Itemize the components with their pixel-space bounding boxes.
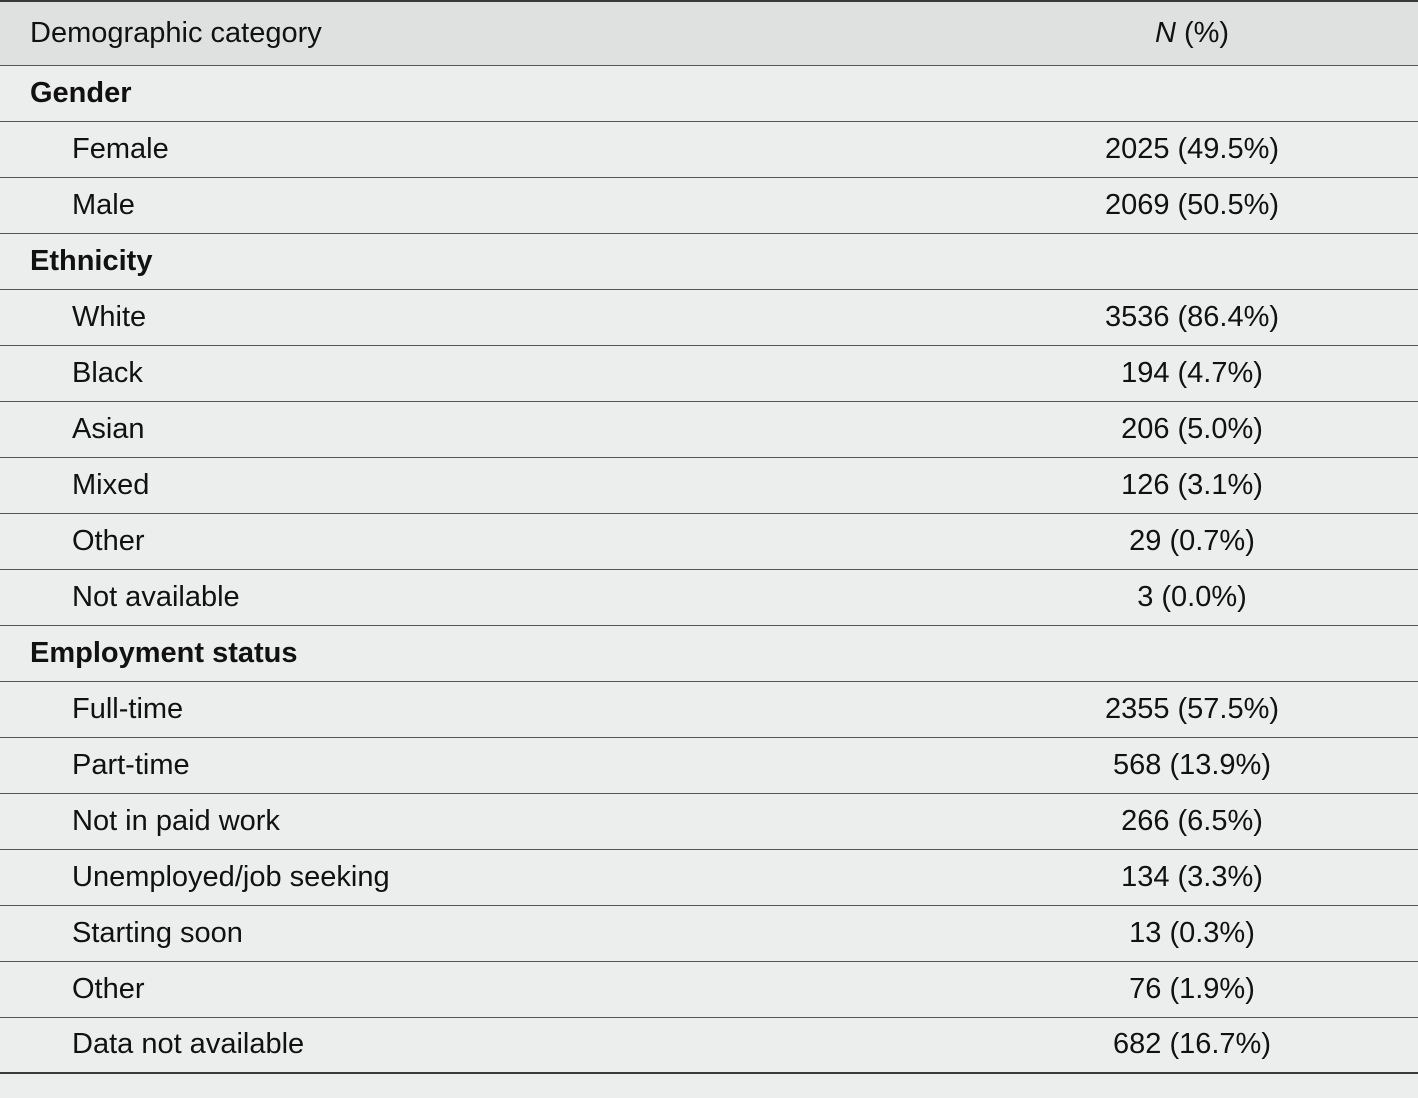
table-row [0,401,1418,457]
row-label: Other [0,513,868,569]
table-row [0,569,1418,625]
row-label: Data not available [0,1017,868,1073]
row-value: 13 (0.3%) [868,905,1418,961]
row-label: Black [0,345,868,401]
table-row [0,737,1418,793]
row-value: 3 (0.0%) [868,569,1418,625]
table-row [0,121,1418,177]
row-label: Mixed [0,457,868,513]
section-title: Gender [0,65,868,121]
row-label: Starting soon [0,905,868,961]
row-value: 3536 (86.4%) [868,289,1418,345]
row-label: Not in paid work [0,793,868,849]
row-label: Unemployed/job seeking [0,849,868,905]
table-header-row [0,1,1418,65]
section-row-employment-status [0,625,1418,681]
section-row-gender [0,65,1418,121]
table-row [0,177,1418,233]
row-value: 194 (4.7%) [868,345,1418,401]
table-row [0,905,1418,961]
table-row [0,849,1418,905]
table-row [0,345,1418,401]
header-n: N [1154,16,1176,49]
row-label: Female [0,121,868,177]
table-row [0,961,1418,1017]
row-value: 568 (13.9%) [868,737,1418,793]
row-label: White [0,289,868,345]
row-value: 134 (3.3%) [868,849,1418,905]
table-row [0,457,1418,513]
row-value: 29 (0.7%) [868,513,1418,569]
row-value: 76 (1.9%) [868,961,1418,1017]
row-label: Asian [0,401,868,457]
row-label: Full-time [0,681,868,737]
row-value: 206 (5.0%) [868,401,1418,457]
row-value: 2355 (57.5%) [868,681,1418,737]
row-value: 126 (3.1%) [868,457,1418,513]
header-value [868,1,1418,65]
row-label: Not available [0,569,868,625]
row-value: 2069 (50.5%) [868,177,1418,233]
row-label: Male [0,177,868,233]
table-row [0,793,1418,849]
row-value: 266 (6.5%) [868,793,1418,849]
row-value: 682 (16.7%) [868,1017,1418,1073]
table-row [0,1017,1418,1073]
header-category: Demographic category [0,1,868,65]
section-title: Ethnicity [0,233,868,289]
section-title: Employment status [0,625,868,681]
header-percent: (%) [1175,16,1230,49]
table-row [0,513,1418,569]
table-row [0,289,1418,345]
row-label: Part-time [0,737,868,793]
section-row-ethnicity [0,233,1418,289]
table-row [0,681,1418,737]
row-label: Other [0,961,868,1017]
row-value: 2025 (49.5%) [868,121,1418,177]
